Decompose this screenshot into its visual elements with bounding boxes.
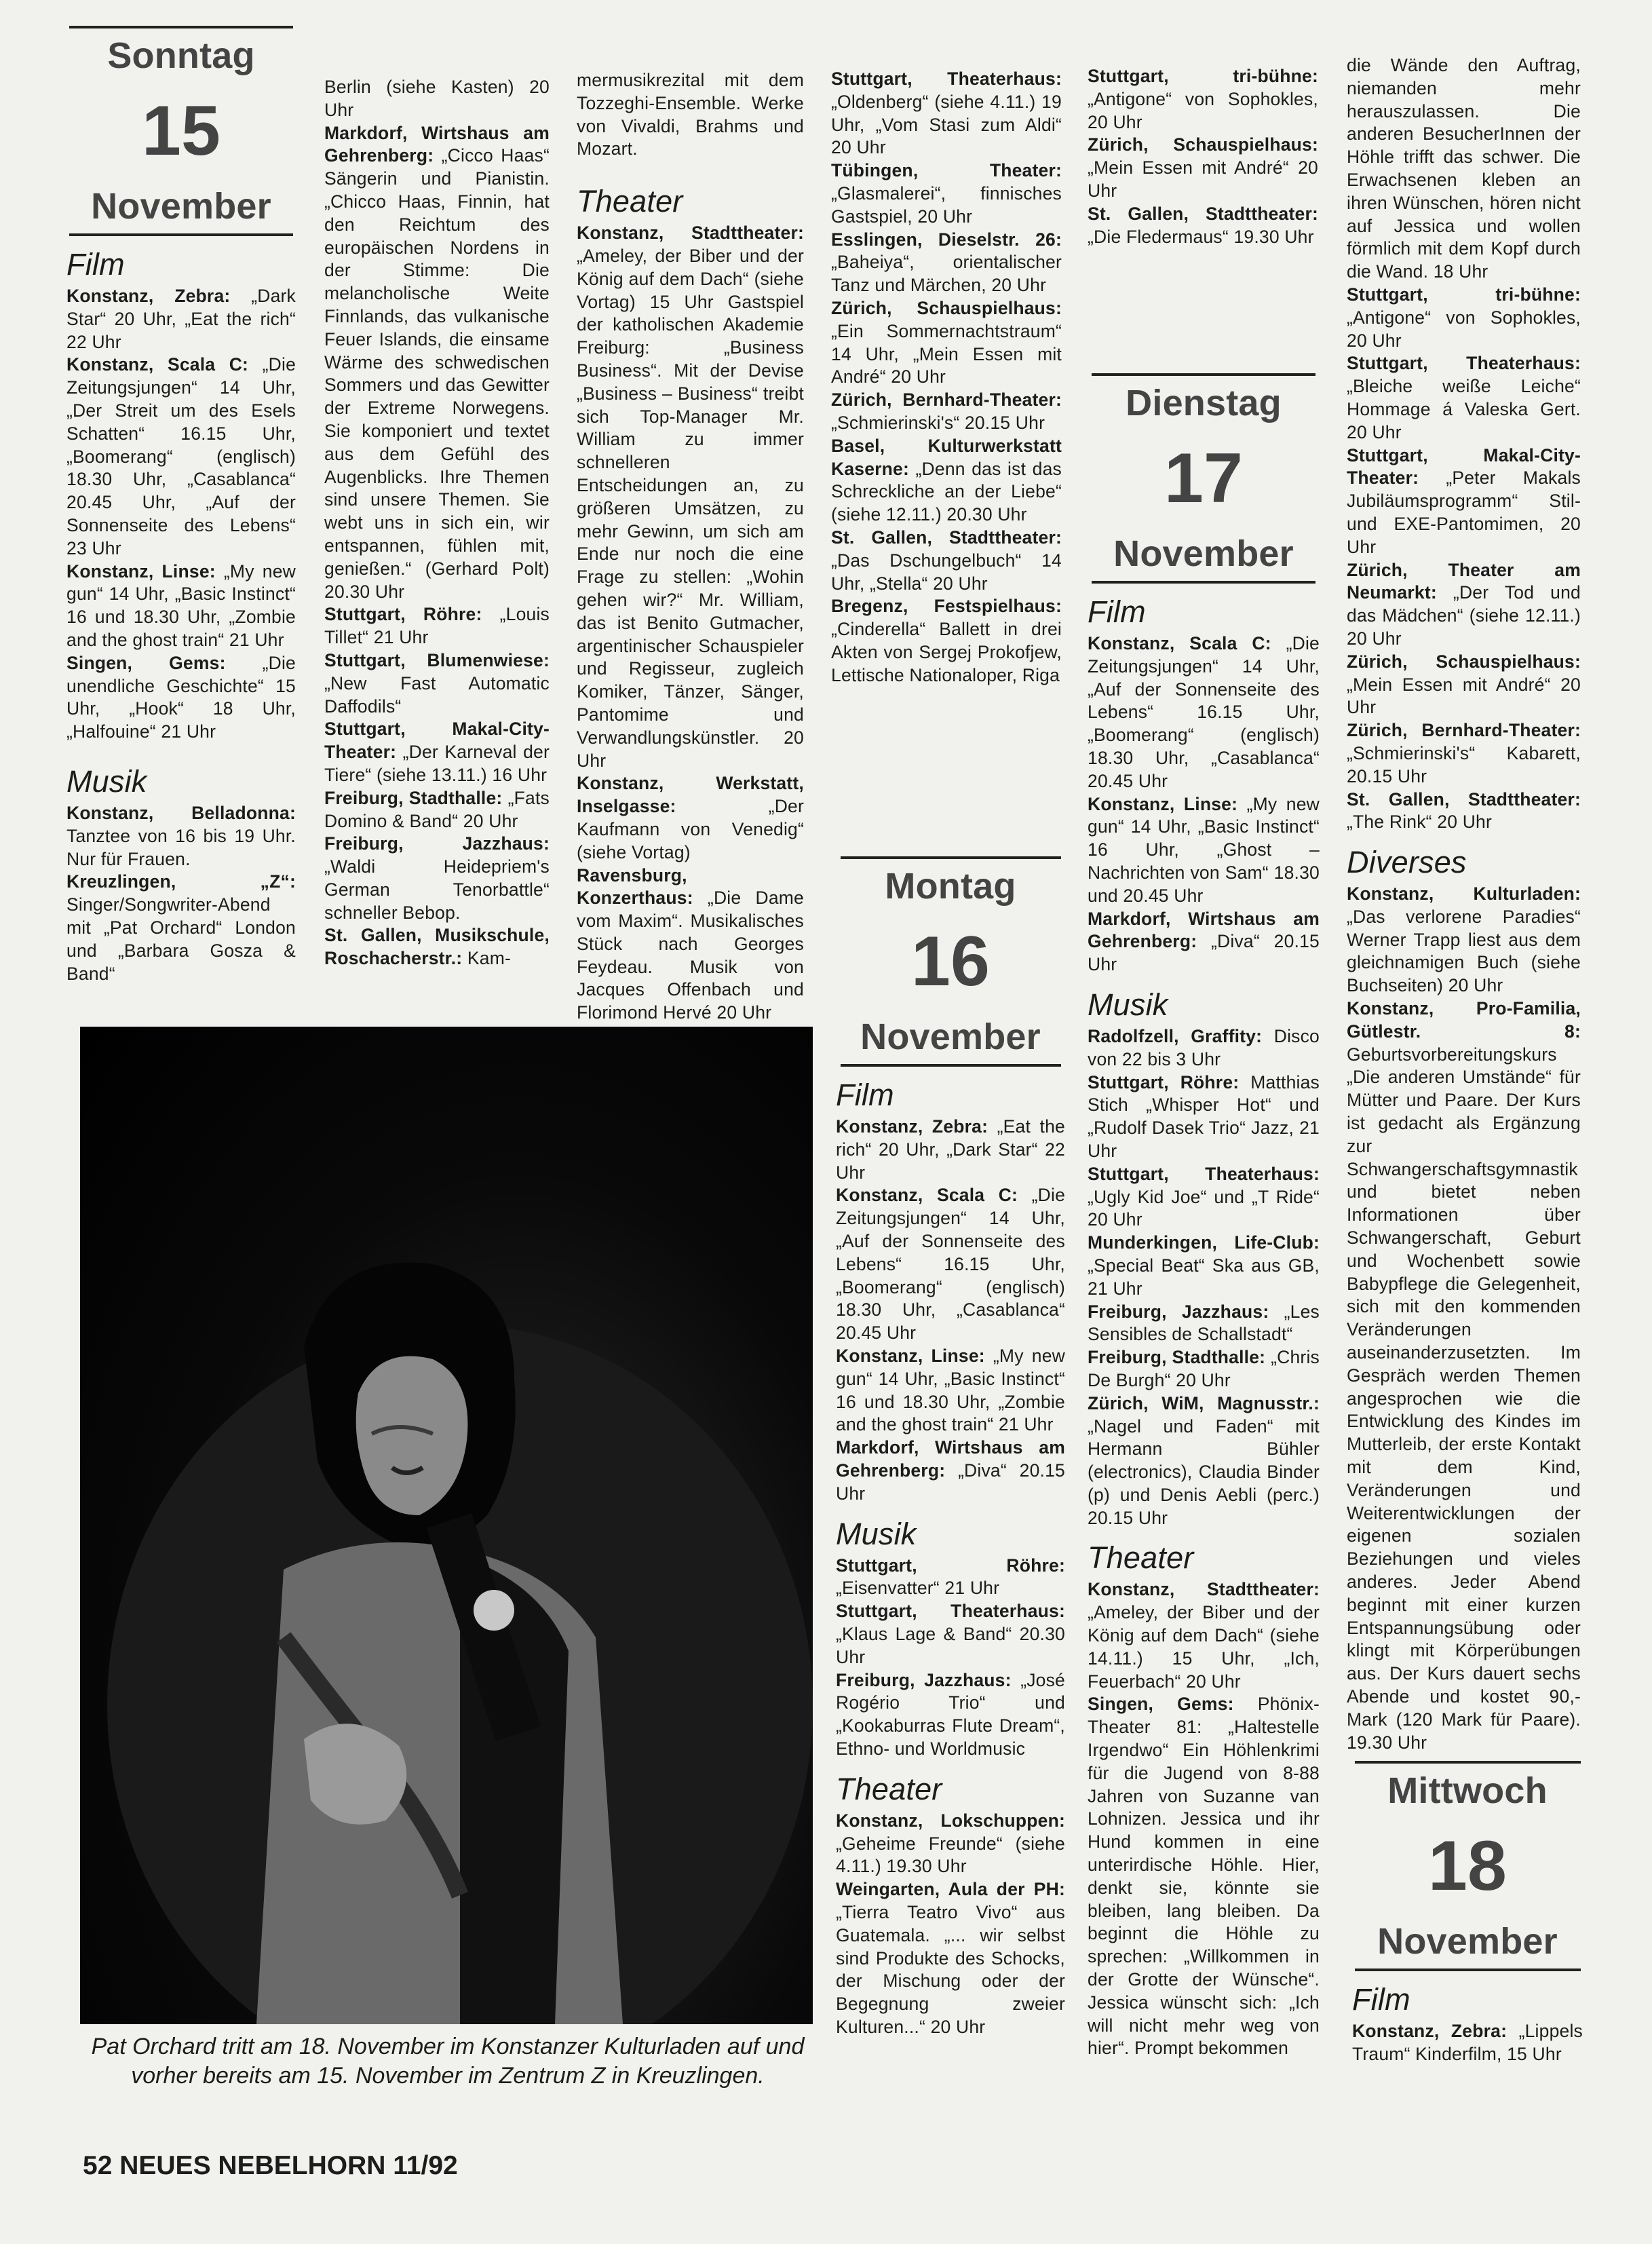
section-musik: Musik [1088,987,1168,1022]
listing: Radolfzell, Graffity: Disco von 22 bis 3 Uhr [1088,1025,1320,1069]
listing: Zürich, WiM, Magnusstr.: „Nagel und Faden“ mit Hermann Bühler (electronics), Claudia Binder (p) und Denis Aebli (perc.) 20.15 Uhr [1088,1392,1320,1528]
listing: Bregenz, Festspielhaus: „Cinderella“ Ballett in drei Akten von Sergej Prokofjew, Lettische Nationaloper, Riga [831,596,1062,685]
section-film: Film [66,247,125,282]
listing: Konstanz, Scala C: „Die Zeitungsjungen“ 14 Uhr, „Auf der Sonnenseite des Lebens“ 16.15 Uhr, „Boomerang“ (englisch) 18.30 Uhr, „Casablanca“ 20.45 Uhr [1088,633,1320,791]
listing: Esslingen, Dieselstr. 26: „Baheiya“, orientalischer Tanz und Märchen, 20 Uhr [831,229,1062,296]
column-1 [66,26,296,985]
column-4-top [831,68,1062,687]
section-musik: Musik [836,1516,917,1551]
column-2 [324,76,550,970]
day-header-wednesday [1355,1761,1581,1971]
listing: Stuttgart, Theaterhaus: „Klaus Lage & Band“ 20.30 Uhr [836,1601,1065,1667]
column-3 [577,69,804,1025]
listing: Konstanz, Belladonna: Tanztee von 16 bis 19 Uhr. Nur für Frauen. [66,802,296,869]
listing: Stuttgart, Makal-City-Theater: „Peter Makals Jubiläumsprogramm“ Stil- und EXE-Pantomimen, 20 Uhr [1347,444,1581,557]
listing: Konstanz, Werkstatt, Inselgasse: „Der Kaufmann von Venedig“ (siehe Vortag) [577,773,804,862]
listing: Freiburg, Jazzhaus: „José Rogério Trio“ und „Kookaburras Flute Dream“, Ethno- und Worldmusic [836,1669,1065,1759]
listing: Stuttgart, Röhre: „Eisenvatter“ 21 Uhr [836,1555,1065,1599]
listing: Stuttgart, tri-bühne: „Antigone“ von Sophokles, 20 Uhr [1347,284,1581,351]
section-musik: Musik [66,763,147,799]
day-name: Sonntag [107,35,255,76]
listing: Stuttgart, Röhre: „Louis Tillet“ 21 Uhr [324,604,550,648]
day-month: November [1113,533,1294,574]
listing: Stuttgart, Makal-City-Theater: „Der Karneval der Tiere“ (siehe 13.11.) 16 Uhr [324,719,550,785]
day-header-monday [841,856,1061,1067]
listing: Konstanz, Zebra: „Eat the rich“ 20 Uhr, „Dark Star“ 22 Uhr [836,1116,1065,1183]
column-5-top [1088,65,1318,248]
musician-image [80,1027,813,2024]
listing: Freiburg, Stadthalle: „Fats Domino & Band“ 20 Uhr [324,787,550,831]
listing: Berlin (siehe Kasten) 20 Uhr [324,77,550,120]
listing: Konstanz, Scala C: „Die Zeitungsjungen“ 14 Uhr, „Der Streit um des Esels Schatten“ 16.15 Uhr, „Boomerang“ (englisch) 18.30 Uhr, „Casablanca“ 20.45 Uhr, „Auf der Sonnenseite des Lebens“ 23 Uhr [66,354,296,558]
section-theater: Theater [1088,1540,1194,1576]
listing: Konstanz, Lokschuppen: „Geheime Freunde“ (siehe 4.11.) 19.30 Uhr [836,1810,1065,1877]
listing: Zürich, Bernhard-Theater: „Schmierinski's“ Kabarett, 20.15 Uhr [1347,720,1581,786]
listing: Stuttgart, Röhre: Matthias Stich „Whisper Hot“ und „Rudolf Dasek Trio“ Jazz, 21 Uhr [1088,1071,1320,1161]
day-month: November [860,1016,1041,1057]
section-diverses: Diverses [1347,845,1467,880]
section-film: Film [836,1078,894,1112]
listing: St. Gallen, Stadttheater: „The Rink“ 20 Uhr [1347,788,1581,833]
day-name: Mittwoch [1387,1770,1548,1811]
day-name: Montag [885,866,1016,907]
listing: Konstanz, Kulturladen: „Das verlorene Paradies“ Werner Trapp liest aus dem gleichnamigen Buch (siehe Buchseiten) 20 Uhr [1347,883,1581,996]
listing: Tübingen, Theater: „Glasmalerei“, finnisches Gastspiel, 20 Uhr [831,160,1062,227]
listing: Konstanz, Scala C: „Die Zeitungsjungen“ 14 Uhr, „Auf der Sonnenseite des Lebens“ 16.15 Uhr, „Boomerang“ (englisch) 18.30 Uhr, „Casablanca“ 20.45 Uhr [836,1185,1066,1344]
listing: Ravensburg, Konzerthaus: „Die Dame vom Maxim“. Musikalisches Stück nach Georges Feydeau. Musik von Jacques Offenbach und Florimond Hervé 20 Uhr [577,864,804,1023]
column-6-bottom [1352,1761,1583,2066]
section-film: Film [1352,1982,1410,2017]
listing: die Wände den Auftrag, niemanden mehr herauszulassen. Die anderen BesucherInnen der Höhle trifft das schwer. Die Erwachsenen kleben an ihren Wünschen, hören nicht auf Jessica und wollen förmlich mit dem Kopf durch die Wand. 18 Uhr [1347,55,1581,282]
listing: Konstanz, Stadttheater: „Ameley, der Biber und der König auf dem Dach“ (siehe 14.11.) 15 Uhr, „Ich, Feuerbach“ 20 Uhr [1088,1579,1320,1692]
listing: Markdorf, Wirtshaus am Gehrenberg: „Diva“ 20.15 Uhr [1088,908,1320,975]
section-theater: Theater [577,184,683,219]
day-header-sunday [69,26,293,236]
listing: Konstanz, Linse: „My new gun“ 14 Uhr, „Basic Instinct“ 16 Uhr, „Ghost – Nachrichten von Sam“ 18.30 und 20.45 Uhr [1088,793,1320,906]
listing: Basel, Kulturwerkstatt Kaserne: „Denn das ist das Schreckliche an der Liebe“ (siehe 12.11.) 20.30 Uhr [831,435,1062,525]
listing: Stuttgart, Theaterhaus: „Oldenberg“ (siehe 4.11.) 19 Uhr, „Vom Stasi zum Aldi“ 20 Uhr [831,69,1062,158]
listing: Weingarten, Aula der PH: „Tierra Teatro Vivo“ aus Guatemala. „... wir selbst sind Produkte des Schocks, der Mischung oder der Begegnung zweier Kulturen...“ 20 Uhr [836,1879,1065,2037]
listing: Munderkingen, Life-Club: „Special Beat“ Ska aus GB, 21 Uhr [1088,1232,1320,1299]
listing: Singen, Gems: Phönix-Theater 81: „Haltestelle Irgendwo“ Ein Höhlenkrimi für die Jugend von 8-88 Jahren von Suzanne van Lohnizen. Jessica und ihr Hund kommen in eine unterirdische Höhle. Hier, denkt sie, könnte sie bleiben, lang bleiben. Da beginnt die Höhle zu sprechen: „Willkommen in der Grotte der Wünsche“. Jessica wünscht sich: „Ich will nicht mehr weg von hier“. Prompt bekommen [1088,1694,1320,2059]
listing: Markdorf, Wirtshaus am Gehrenberg: „Diva“ 20.15 Uhr [836,1437,1065,1504]
listing: Konstanz, Zebra: „Dark Star“ 20 Uhr, „Eat the rich“ 22 Uhr [66,286,296,352]
listing: Singen, Gems: „Die unendliche Geschichte“ 15 Uhr, „Hook“ 18 Uhr, „Halfouine“ 21 Uhr [66,652,296,742]
listing: St. Gallen, Musikschule, Roschacherstr.: Kam- [324,925,550,969]
page-footer: 52 NEUES NEBELHORN 11/92 [83,2151,458,2180]
listing: Konstanz, Pro-Familia, Gütlestr. 8: Geburtsvorbereitungskurs „Die anderen Umstände“ für Mütter und Paare. Der Kurs ist gedacht als Ergänzung zur Schwangerschaftsgymnastik und bietet neben Informationen über Schwangerschaft, Geburt und Wochenbett sowie Babypflege die Gelegenheit, sich mit den kommenden Veränderungen auseinanderzusetzten. Im Gespräch werden Themen angesprochen wie die Entwicklung des Kindes im Mutterleib, der erste Kontakt mit dem Kind, Veränderungen und Weiterentwicklungen der eigenen sozialen Beziehungen und vieles anderes. Jeder Abend beginnt mit einer kurzen Entspannungsübung oder klingt mit Körperübungen aus. Der Kurs dauert sechs Abende und kostet 90,- Mark (120 Mark für Paare). 19.30 Uhr [1347,998,1581,1753]
listing: mermusikrezital mit dem Tozzeghi-Ensemble. Werke von Vivaldi, Brahms und Mozart. [577,70,804,159]
listing: Zürich, Bernhard-Theater: „Schmierinski's“ 20.15 Uhr [831,389,1062,433]
listing: Konstanz, Stadttheater: „Ameley, der Biber und der König auf dem Dach“ (siehe Vortag) 15 Uhr Gastspiel der katholischen Akademie Freiburg: „Business Business“. Mit der Devise „Business – Business“ treibt sich Top-Manager Mr. William zu immer schnelleren Entscheidungen an, zu größeren Umsätzen, zu mehr Gewinn, um sich am Ende nur noch die eine Frage zu stellen: „Wohin gehen wir?“ Mr. William, das ist Benito Gutmacher, argentinischer Schauspieler und Regisseur, zugleich Komiker, Tänzer, Sänger, Pantomime und Verwandlungskünstler. 20 Uhr [577,223,804,771]
day-month: November [1377,1921,1558,1962]
day-number: 16 [910,922,991,1001]
listing: Zürich, Theater am Neumarkt: „Der Tod und das Mädchen“ (siehe 12.11.) 20 Uhr [1347,559,1581,649]
listing: Freiburg, Jazzhaus: „Waldi Heidepriem's German Tenorbattle“ schneller Bebop. [324,833,550,923]
listing: Markdorf, Wirtshaus am Gehrenberg: „Cicco Haas“ Sängerin und Pianistin. „Chicco Haas, Finnin, hat den Reichtum des europäischen Nordens in der Stimme: Die melancholische Weite Finnlands, das vulkanische Feuer Islands, die einsame Wärme des schwedischen Sommers und das Gewitter der Extreme Norwegens. Sie komponiert und textet aus dem Gefühl des Augenblicks. Ihre Themen sind unsere Themen. Sie webt uns in sich ein, wir entspannen, fühlen mit, genießen.“ (Gerhard Polt) 20.30 Uhr [324,122,550,602]
listing: Zürich, Schauspielhaus: „Mein Essen mit André“ 20 Uhr [1347,651,1581,718]
column-5-bottom [1088,373,1320,2060]
section-film: Film [1088,594,1146,629]
listing: St. Gallen, Stadttheater: „Die Fledermaus“ 19.30 Uhr [1088,203,1318,247]
column-4-bottom [836,856,1065,2039]
day-header-tuesday [1092,373,1315,584]
day-name: Dienstag [1126,383,1282,423]
listing: Konstanz, Linse: „My new gun“ 14 Uhr, „Basic Instinct“ 16 und 18.30 Uhr, „Zombie and the ghost train“ 21 Uhr [836,1345,1065,1435]
day-number: 18 [1427,1827,1507,1905]
photo-musician [80,1027,813,2024]
listing: Konstanz, Zebra: „Lippels Traum“ Kinderfilm, 15 Uhr [1352,2021,1583,2064]
listing: Stuttgart, tri-bühne: „Antigone“ von Sophokles, 20 Uhr [1088,66,1318,132]
day-number: 15 [141,92,221,170]
column-6-top [1347,54,1581,1754]
listing: Stuttgart, Theaterhaus: „Bleiche weiße Leiche“ Hommage á Valeska Gert. 20 Uhr [1347,353,1581,442]
listing: Freiburg, Jazzhaus: „Les Sensibles de Schallstadt“ [1088,1301,1320,1345]
listing: Zürich, Schauspielhaus: „Ein Sommernachtstraum“ 14 Uhr, „Mein Essen mit André“ 20 Uhr [831,297,1062,387]
section-theater: Theater [836,1771,942,1806]
day-number: 17 [1164,439,1244,518]
listing: Stuttgart, Blumenwiese: „New Fast Automatic Daffodils“ [324,649,550,717]
listing: Kreuzlingen, „Z“: Singer/Songwriter-Abend mit „Pat Orchard“ London und „Barbara Gosza & Band“ [66,871,296,984]
day-month: November [91,186,271,227]
listing: St. Gallen, Stadttheater: „Das Dschungelbuch“ 14 Uhr, „Stella“ 20 Uhr [831,527,1062,594]
listing: Zürich, Schauspielhaus: „Mein Essen mit André“ 20 Uhr [1088,134,1318,201]
listing: Stuttgart, Theaterhaus: „Ugly Kid Joe“ und „T Ride“ 20 Uhr [1088,1163,1320,1230]
listing: Freiburg, Stadthalle: „Chris De Burgh“ 20 Uhr [1088,1347,1320,1390]
photo-caption: Pat Orchard tritt am 18. November im Konstanzer Kulturladen auf und vorher bereits am 15. November im Zentrum Z in Kreuzlingen. [91,2034,805,2089]
listing: Konstanz, Linse: „My new gun“ 14 Uhr, „Basic Instinct“ 16 und 18.30 Uhr, „Zombie and the ghost train“ 21 Uhr [66,560,296,650]
